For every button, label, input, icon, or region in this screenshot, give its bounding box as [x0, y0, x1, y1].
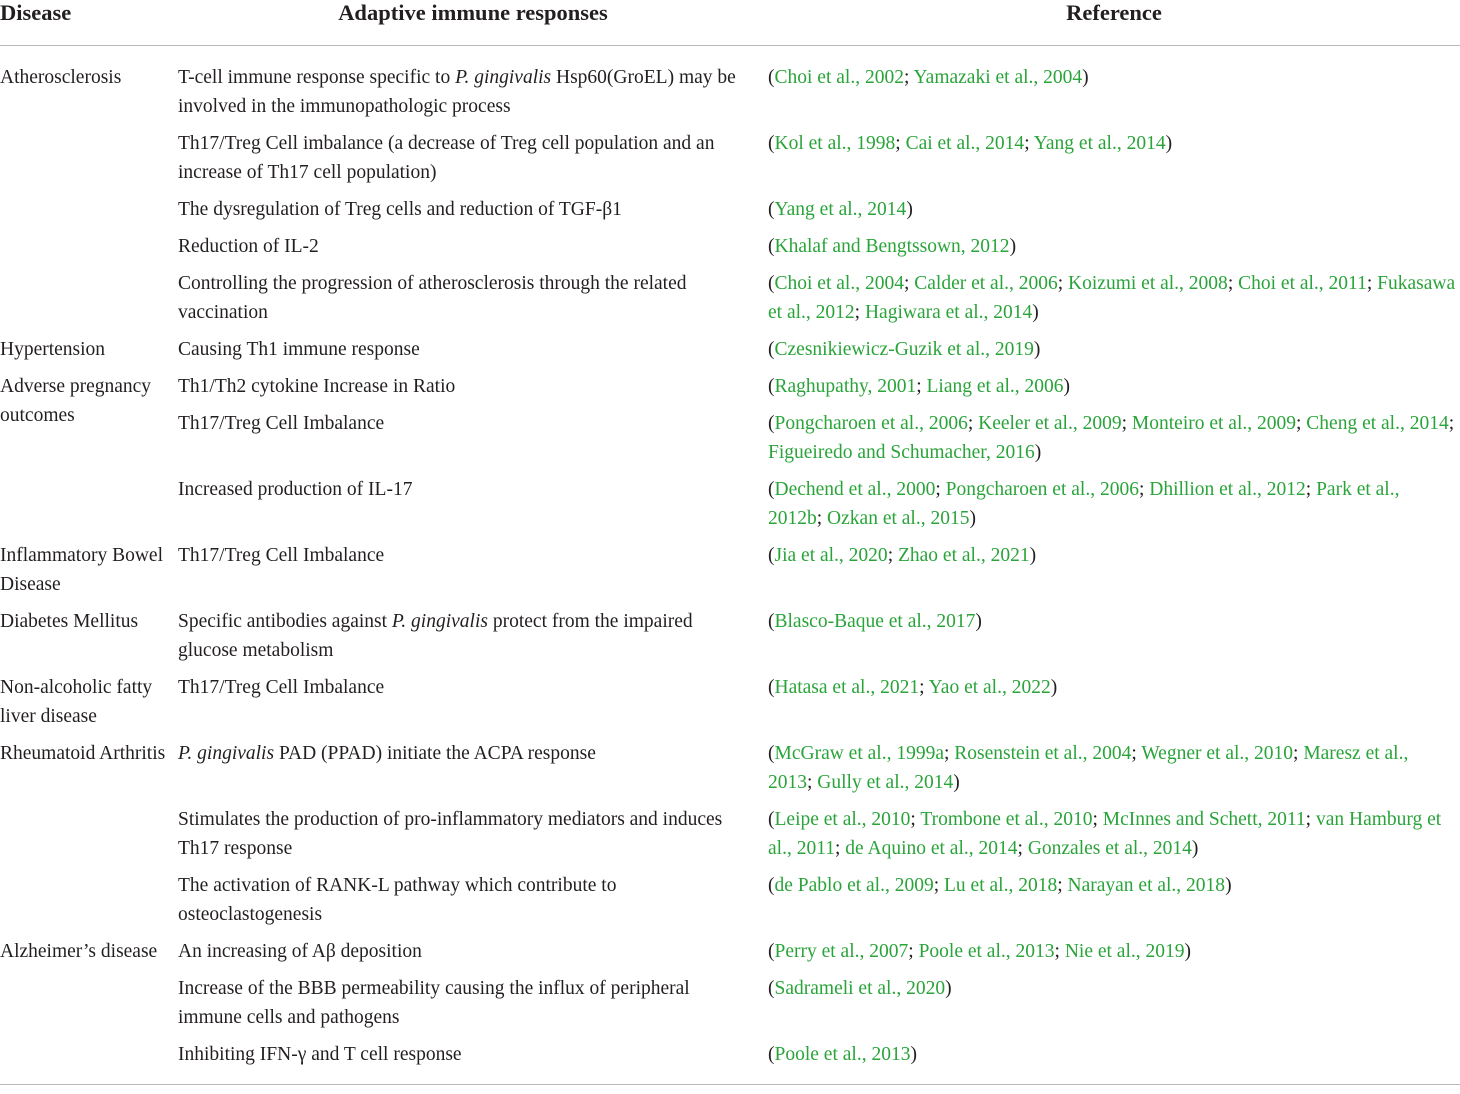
header-disease: Disease: [0, 0, 178, 46]
table-row: [0, 933, 1460, 970]
reference-cell: (Hatasa et al., 2021; Yao et al., 2022): [768, 677, 1058, 698]
reference-cell: (Choi et al., 2002; Yamazaki et al., 2004): [768, 67, 1089, 88]
citation-link[interactable]: Ozkan et al., 2015: [827, 508, 970, 529]
citation-link[interactable]: McInnes and Schett, 2011: [1102, 809, 1306, 830]
citation-link[interactable]: Dhillion et al., 2012: [1149, 479, 1306, 500]
citation-link[interactable]: de Aquino et al., 2014: [845, 838, 1018, 859]
response-text: protect from the impaired glucose metabolism: [178, 611, 693, 661]
citation-link[interactable]: de Pablo et al., 2009: [774, 875, 934, 896]
table-row: [0, 1036, 1460, 1085]
citation-link[interactable]: Monteiro et al., 2009: [1131, 413, 1296, 434]
citation-link[interactable]: Gully et al., 2014: [817, 772, 954, 793]
table-row: [0, 368, 1460, 405]
citation-link[interactable]: Blasco-Baque et al., 2017: [774, 611, 976, 632]
citation-link[interactable]: Yang et al., 2014: [1033, 133, 1166, 154]
response-text: Th17/Treg Cell Imbalance: [178, 545, 385, 566]
response-cell: [178, 471, 768, 537]
citation-link[interactable]: Khalaf and Bengtssown, 2012: [774, 236, 1010, 257]
response-text: Increase of the BBB permeability causing the influx of peripheral immune cells and pathogens: [178, 978, 690, 1028]
header-reference: Reference: [768, 0, 1460, 46]
reference-cell: (Leipe et al., 2010; Trombone et al., 2010; McInnes and Schett, 2011; van Hamburg et al., 2011; de Aquino et al., 2014; Gonzales et al., 2014): [768, 809, 1442, 859]
citation-link[interactable]: Poole et al., 2013: [918, 941, 1055, 962]
response-cell: [178, 537, 768, 603]
response-text: Inhibiting IFN-γ and T cell response: [178, 1044, 462, 1065]
reference-cell: (Pongcharoen et al., 2006; Keeler et al., 2009; Monteiro et al., 2009; Cheng et al., 2014; Figueiredo and Schumacher, 2016): [768, 413, 1455, 463]
citation-link[interactable]: Gonzales et al., 2014: [1027, 838, 1192, 859]
reference-cell: (Blasco-Baque et al., 2017): [768, 611, 982, 632]
response-cell: [178, 801, 768, 867]
reference-cell: (Jia et al., 2020; Zhao et al., 2021): [768, 545, 1037, 566]
citation-link[interactable]: Figueiredo and Schumacher, 2016: [768, 442, 1035, 463]
citation-link[interactable]: Cheng et al., 2014: [1306, 413, 1449, 434]
citation-link[interactable]: Kol et al., 1998: [774, 133, 896, 154]
citation-link[interactable]: Nie et al., 2019: [1064, 941, 1185, 962]
response-text: T-cell immune response specific to: [178, 67, 456, 88]
citation-link[interactable]: Choi et al., 2002: [774, 67, 904, 88]
table-row: [0, 265, 1460, 331]
reference-cell: (Choi et al., 2004; Calder et al., 2006; Koizumi et al., 2008; Choi et al., 2011; Fukasawa et al., 2012; Hagiwara et al., 2014): [768, 273, 1456, 323]
response-text: An increasing of Aβ deposition: [178, 941, 422, 962]
citation-link[interactable]: Wegner et al., 2010: [1141, 743, 1294, 764]
response-text: PAD (PPAD) initiate the ACPA response: [274, 743, 596, 764]
citation-link[interactable]: Dechend et al., 2000: [774, 479, 936, 500]
table-row: [0, 970, 1460, 1036]
citation-link[interactable]: Choi et al., 2004: [774, 273, 904, 294]
table-row: [0, 735, 1460, 801]
citation-link[interactable]: Raghupathy, 2001: [774, 376, 917, 397]
response-cell: [178, 735, 768, 801]
table-row: [0, 669, 1460, 735]
citation-link[interactable]: Fukasawa et al., 2012: [768, 273, 1456, 323]
citation-link[interactable]: Hatasa et al., 2021: [774, 677, 920, 698]
species-name: P. gingivalis: [455, 67, 552, 88]
disease-cell: Alzheimer’s disease: [0, 933, 178, 1085]
citation-link[interactable]: Maresz et al., 2013: [768, 743, 1409, 793]
response-text: Th17/Treg Cell Imbalance: [178, 413, 385, 434]
header-row: [0, 0, 1460, 46]
table-row: [0, 801, 1460, 867]
citation-link[interactable]: Sadrameli et al., 2020: [774, 978, 946, 999]
reference-cell: (Raghupathy, 2001; Liang et al., 2006): [768, 376, 1071, 397]
response-text: Controlling the progression of atherosclerosis through the related vaccination: [178, 273, 687, 323]
citation-link[interactable]: Hagiwara et al., 2014: [864, 302, 1033, 323]
response-cell: [178, 867, 768, 933]
citation-link[interactable]: Liang et al., 2006: [926, 376, 1064, 397]
response-text: Increased production of IL-17: [178, 479, 413, 500]
table-row: [0, 867, 1460, 933]
response-cell: [178, 191, 768, 228]
citation-link[interactable]: Leipe et al., 2010: [774, 809, 911, 830]
citation-link[interactable]: McGraw et al., 1999a: [774, 743, 944, 764]
citation-link[interactable]: Koizumi et al., 2008: [1068, 273, 1228, 294]
disease-cell: Hypertension: [0, 339, 106, 360]
table-row: [0, 125, 1460, 191]
citation-link[interactable]: Zhao et al., 2021: [897, 545, 1030, 566]
citation-link[interactable]: Narayan et al., 2018: [1067, 875, 1226, 896]
response-cell: [178, 603, 768, 669]
header-responses: Adaptive immune responses: [178, 0, 768, 46]
table-row: [0, 603, 1460, 669]
citation-link[interactable]: van Hamburg et al., 2011: [768, 809, 1442, 859]
response-cell: [178, 1036, 768, 1085]
response-text: Reduction of IL-2: [178, 236, 319, 257]
reference-cell: (Khalaf and Bengtssown, 2012): [768, 236, 1017, 257]
response-text: Causing Th1 immune response: [178, 339, 420, 360]
citation-link[interactable]: Rosenstein et al., 2004: [954, 743, 1132, 764]
response-text: Specific antibodies against: [178, 611, 392, 632]
citation-link[interactable]: Perry et al., 2007: [774, 941, 909, 962]
disease-cell: Non-alcoholic fatty liver disease: [0, 677, 153, 727]
table-row: [0, 228, 1460, 265]
response-cell: [178, 125, 768, 191]
species-name: P. gingivalis: [391, 611, 488, 632]
reference-cell: (Czesnikiewicz-Guzik et al., 2019): [768, 339, 1041, 360]
disease-cell: Inflammatory Bowel Disease: [0, 545, 163, 595]
citation-link[interactable]: Czesnikiewicz-Guzik et al., 2019: [774, 339, 1034, 360]
table-row: [0, 46, 1460, 126]
citation-link[interactable]: Lu et al., 2018: [944, 875, 1058, 896]
response-text: The dysregulation of Treg cells and reduction of TGF-β1: [178, 199, 622, 220]
reference-cell: (de Pablo et al., 2009; Lu et al., 2018; Narayan et al., 2018): [768, 875, 1232, 896]
reference-cell: (Perry et al., 2007; Poole et al., 2013; Nie et al., 2019): [768, 941, 1191, 962]
response-cell: [178, 368, 768, 405]
table-row: [0, 331, 1460, 368]
table-row: [0, 471, 1460, 537]
reference-cell: (McGraw et al., 1999a; Rosenstein et al., 2004; Wegner et al., 2010; Maresz et al., 2013; Gully et al., 2014): [768, 743, 1409, 793]
citation-link[interactable]: Keeler et al., 2009: [978, 413, 1122, 434]
response-cell: [178, 228, 768, 265]
disease-cell: Adverse pregnancy outcomes: [0, 376, 152, 426]
citation-link[interactable]: Calder et al., 2006: [914, 273, 1058, 294]
response-cell: [178, 405, 768, 471]
citation-link[interactable]: Pongcharoen et al., 2006: [774, 413, 968, 434]
table-row: [0, 537, 1460, 603]
response-text: Th17/Treg Cell imbalance (a decrease of Treg cell population and an increase of Th17 cell population): [178, 133, 715, 183]
table-row: [0, 405, 1460, 471]
citation-link[interactable]: Choi et al., 2011: [1238, 273, 1367, 294]
citation-link[interactable]: Yamazaki et al., 2004: [913, 67, 1083, 88]
disease-cell: Diabetes Mellitus: [0, 611, 139, 632]
response-cell: [178, 331, 768, 368]
response-text: The activation of RANK-L pathway which contribute to osteoclastogenesis: [178, 875, 617, 925]
response-cell: [178, 669, 768, 735]
response-text: Th1/Th2 cytokine Increase in Ratio: [178, 376, 456, 397]
response-cell: [178, 970, 768, 1036]
response-cell: [178, 265, 768, 331]
reference-cell: (Yang et al., 2014): [768, 199, 913, 220]
response-cell: [178, 933, 768, 970]
citation-link[interactable]: Yao et al., 2022: [928, 677, 1051, 698]
species-name: P. gingivalis: [178, 743, 275, 764]
citation-link[interactable]: Trombone et al., 2010: [920, 809, 1093, 830]
table-row: [0, 191, 1460, 228]
disease-cell: Rheumatoid Arthritis: [0, 743, 166, 764]
reference-cell: (Sadrameli et al., 2020): [768, 978, 952, 999]
citation-link[interactable]: Pongcharoen et al., 2006: [945, 479, 1139, 500]
table-body: [0, 46, 1460, 1085]
citation-link[interactable]: Park et al., 2012b: [768, 479, 1400, 529]
citation-link[interactable]: Cai et al., 2014: [905, 133, 1025, 154]
response-text: Stimulates the production of pro-inflammatory mediators and induces Th17 response: [178, 809, 723, 859]
reference-cell: (Poole et al., 2013): [768, 1036, 1460, 1085]
citation-link[interactable]: Yang et al., 2014: [774, 199, 907, 220]
citation-link[interactable]: Jia et al., 2020: [774, 545, 888, 566]
reference-cell: (Kol et al., 1998; Cai et al., 2014; Yang et al., 2014): [768, 133, 1173, 154]
citation-link[interactable]: Poole et al., 2013: [774, 1044, 911, 1065]
response-text: Th17/Treg Cell Imbalance: [178, 677, 385, 698]
reference-cell: (Dechend et al., 2000; Pongcharoen et al., 2006; Dhillion et al., 2012; Park et al., 2012b; Ozkan et al., 2015): [768, 479, 1400, 529]
disease-cell: Atherosclerosis: [0, 67, 122, 88]
response-cell: [178, 46, 768, 126]
response-text: Hsp60(GroEL) may be involved in the immunopathologic process: [178, 67, 736, 117]
